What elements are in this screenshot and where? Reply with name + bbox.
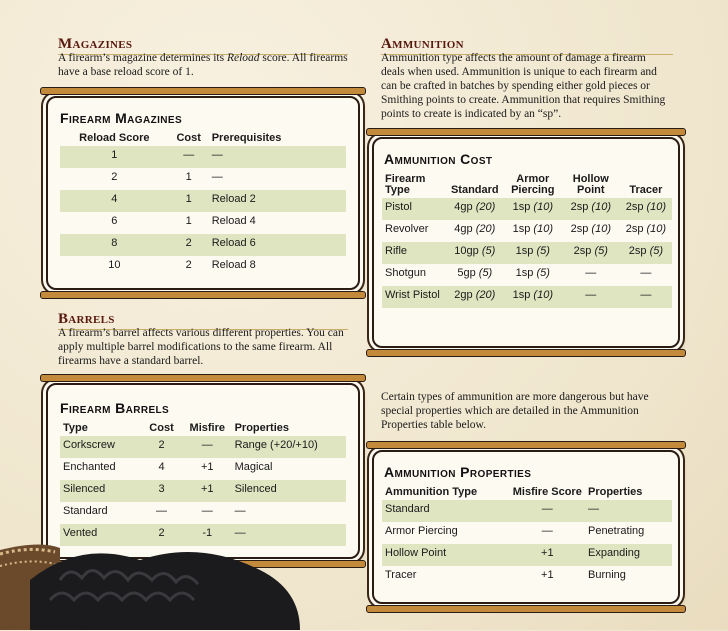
table-cell: 2: [140, 436, 183, 458]
ammo-cost-table: [382, 172, 672, 308]
cost-value: 1sp: [512, 289, 531, 301]
magazines-heading: Magazines: [58, 36, 348, 55]
table-row: [382, 264, 672, 286]
table-cell: Wrist Pistol: [382, 286, 446, 308]
table-row: [60, 502, 346, 524]
table-cell: 2: [140, 524, 183, 546]
table-cell: [620, 220, 672, 242]
table-cell: Penetrating: [587, 525, 645, 537]
table-cell: Pistol: [382, 198, 446, 220]
ammo-cost-table-card: [372, 137, 680, 348]
table-cell: -1: [183, 524, 232, 546]
table-cell: [446, 242, 504, 264]
cost-value: 2sp: [570, 201, 589, 213]
cost-value: 4gp: [454, 201, 473, 213]
cost-value: —: [585, 267, 597, 279]
cost-quantity: (20): [475, 289, 496, 301]
table-cell: 2: [169, 234, 209, 256]
cost-value: 1sp: [515, 245, 534, 257]
table-cell: 2: [185, 259, 192, 271]
table-cell: [562, 264, 620, 286]
table-cell: [620, 242, 672, 264]
magazines-table-card: [46, 96, 360, 290]
table-cell: 3: [140, 480, 183, 502]
magazines-table-title: Firearm Magazines: [60, 110, 183, 126]
table-cell: 4: [158, 461, 165, 473]
column-header: Tracer: [629, 184, 663, 196]
table-row: [382, 522, 672, 544]
table-cell: +1: [541, 569, 554, 581]
table-cell: Tracer: [385, 569, 417, 581]
cost-quantity: (10): [646, 223, 667, 235]
table-cell: Expanding: [585, 544, 672, 566]
table-cell: —: [234, 505, 246, 517]
table-cell: Silenced: [232, 480, 346, 502]
table-cell: Standard: [382, 500, 510, 522]
table-cell: [504, 242, 562, 264]
cost-quantity: (10): [533, 223, 553, 235]
table-row: [382, 566, 672, 588]
barrels-table-title: Firearm Barrels: [60, 400, 170, 416]
barrels-table: [60, 421, 346, 546]
cost-value: —: [585, 289, 597, 301]
cost-value: 4gp: [454, 223, 473, 235]
cost-value: 2gp: [454, 289, 473, 301]
table-cell: —: [232, 524, 346, 546]
ammo-cost-table-title: Ammunition Cost: [384, 151, 493, 167]
ammo-props-table-title: Ammunition Properties: [384, 464, 532, 480]
table-cell: 1: [169, 190, 209, 212]
table-cell: [446, 264, 504, 286]
table-cell: [562, 198, 620, 220]
table-cell: Reload 6: [209, 234, 346, 256]
cost-value: 1sp: [512, 201, 531, 213]
table-cell: [446, 198, 504, 220]
table-cell: Corkscrew: [60, 436, 140, 458]
table-cell: Vented: [60, 524, 140, 546]
cost-value: 2sp: [625, 201, 644, 213]
table-cell: [446, 220, 504, 242]
table-cell: [562, 242, 620, 264]
table-row: [382, 500, 672, 522]
column-header: Misfire: [189, 422, 225, 434]
barrels-heading: Barrels: [58, 311, 348, 330]
cost-quantity: (5): [536, 245, 550, 257]
table-row: [60, 256, 346, 278]
table-cell: [620, 264, 672, 286]
table-cell: Reload 8: [211, 259, 256, 271]
cost-quantity: (5): [481, 245, 496, 257]
table-row: [60, 480, 346, 502]
table-cell: —: [211, 171, 223, 183]
table-cell: 2: [111, 171, 118, 183]
column-header: Prerequisites: [211, 132, 282, 144]
cost-quantity: (20): [475, 201, 496, 213]
ammo-props-table-card: [372, 450, 680, 604]
cost-value: 1sp: [512, 223, 531, 235]
table-cell: Enchanted: [63, 461, 116, 473]
table-cell: —: [209, 146, 346, 168]
table-cell: —: [541, 525, 553, 537]
table-cell: Rifle: [382, 242, 446, 264]
cost-quantity: (10): [591, 223, 611, 235]
cost-value: 2sp: [573, 245, 592, 257]
cost-quantity: (5): [649, 245, 664, 257]
table-cell: [562, 286, 620, 308]
table-row: [382, 198, 672, 220]
cost-value: 1sp: [515, 267, 534, 279]
table-cell: Burning: [587, 569, 626, 581]
table-cell: +1: [201, 461, 214, 473]
column-header: Ammunition Type: [385, 486, 478, 498]
table-cell: Hollow Point: [382, 544, 510, 566]
table-cell: Revolver: [385, 223, 429, 235]
table-cell: 10: [108, 259, 121, 271]
table-cell: —: [585, 500, 672, 522]
cost-value: 10gp: [454, 245, 479, 257]
cost-value: 2sp: [570, 223, 589, 235]
cost-quantity: (10): [646, 201, 667, 213]
table-cell: [504, 198, 562, 220]
table-cell: [620, 198, 672, 220]
cost-quantity: (10): [533, 201, 553, 213]
table-cell: —: [183, 436, 232, 458]
table-cell: —: [156, 505, 168, 517]
table-row: [60, 458, 346, 480]
table-row: [60, 168, 346, 190]
table-cell: [504, 264, 562, 286]
column-header: Type: [63, 422, 88, 434]
table-row: [60, 190, 346, 212]
column-header: Misfire Score: [512, 486, 582, 498]
column-header: Properties: [234, 422, 289, 434]
ammunition-paragraph: Ammunition type affects the amount of damage a firearm deals when used. Ammunition is unique to each firearm and can be crafted in batches by spending either gold pieces or Smithing points to create. Ammunition that requires Smithing points to create is indicated by an “sp”.: [381, 52, 666, 120]
character-illustration: [0, 540, 300, 630]
column-header: Standard: [450, 184, 499, 196]
ammo-props-table: [382, 485, 672, 588]
table-cell: Reload 4: [211, 215, 256, 227]
cost-quantity: (5): [594, 245, 608, 257]
cost-value: —: [640, 267, 652, 279]
magazines-table: [60, 131, 346, 278]
table-row: [382, 242, 672, 264]
column-header: Hollow Point: [572, 173, 609, 196]
table-row: [382, 220, 672, 242]
cost-quantity: (20): [475, 223, 496, 235]
table-cell: 1: [185, 215, 192, 227]
table-cell: —: [510, 500, 585, 522]
table-cell: Reload 2: [209, 190, 346, 212]
column-header: Firearm Type: [385, 173, 426, 196]
ammunition-heading: Ammunition: [381, 36, 673, 55]
table-cell: [446, 286, 504, 308]
table-cell: Range (+20/+10): [232, 436, 346, 458]
table-cell: [504, 286, 562, 308]
magazines-paragraph: A firearm’s magazine determines its Reload score. All firearms have a base reload score of 1.: [58, 52, 348, 78]
special-ammo-paragraph: Certain types of ammunition are more dangerous but have special properties which are detailed in the Ammunition Properties table below.: [381, 391, 649, 431]
cost-quantity: (5): [536, 267, 550, 279]
table-row: [60, 212, 346, 234]
table-cell: 8: [60, 234, 169, 256]
table-cell: Silenced: [60, 480, 140, 502]
column-header: Reload Score: [79, 132, 150, 144]
cost-quantity: (10): [533, 289, 553, 301]
table-cell: [504, 220, 562, 242]
cost-quantity: (5): [478, 267, 493, 279]
table-cell: +1: [510, 544, 585, 566]
cost-value: 2sp: [625, 223, 644, 235]
cost-value: 2sp: [628, 245, 647, 257]
column-header: Cost: [176, 132, 201, 144]
table-cell: Magical: [234, 461, 273, 473]
table-row: [382, 544, 672, 566]
table-row: [60, 146, 346, 168]
table-cell: [562, 220, 620, 242]
table-cell: Armor Piercing: [385, 525, 458, 537]
table-cell: 1: [185, 171, 192, 183]
cost-value: 5gp: [457, 267, 476, 279]
table-cell: Shotgun: [385, 267, 426, 279]
table-cell: +1: [183, 480, 232, 502]
table-row: [382, 286, 672, 308]
table-row: [60, 234, 346, 256]
table-cell: 4: [60, 190, 169, 212]
column-header: Armor Piercing: [511, 173, 555, 196]
barrels-paragraph: A firearm’s barrel affects various different properties. You can apply multiple barrel modifications to the same firearm. All firearms have a standard barrel.: [58, 327, 344, 367]
table-row: [60, 436, 346, 458]
table-cell: 6: [111, 215, 118, 227]
column-header: Cost: [149, 422, 174, 434]
cost-quantity: (10): [591, 201, 611, 213]
barrels-table-card: [46, 383, 360, 559]
table-cell: —: [169, 146, 209, 168]
table-cell: —: [201, 505, 213, 517]
table-cell: 1: [60, 146, 169, 168]
table-cell: Standard: [63, 505, 108, 517]
cost-value: —: [640, 289, 652, 301]
table-cell: [620, 286, 672, 308]
column-header: Properties: [587, 486, 643, 498]
